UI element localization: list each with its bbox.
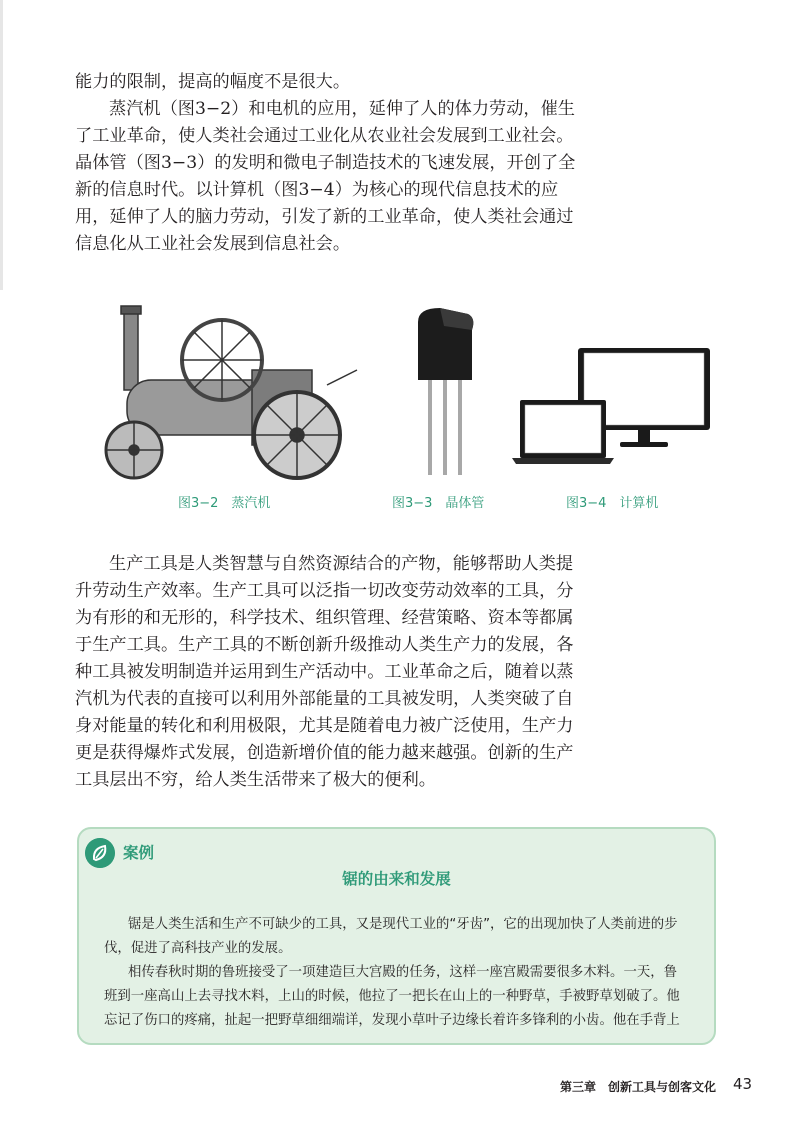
page-edge-mark (0, 0, 3, 290)
paragraph-line: 于生产工具。生产工具的不断创新升级推动人类生产力的发展，各 (75, 635, 574, 655)
figure-caption-steam-engine: 图3−2 蒸汽机 (178, 496, 271, 511)
paragraph-line: 能力的限制，提高的幅度不是很大。 (75, 72, 351, 92)
body-paragraph-1 (75, 69, 576, 258)
paragraph-line: 新的信息时代。以计算机（图3−4）为核心的现代信息技术的应 (75, 180, 559, 200)
paragraph-line: 用，延伸了人的脑力劳动，引发了新的工业革命，使人类社会通过 (75, 207, 574, 227)
case-label: 案例 (123, 844, 155, 862)
paragraph-line: 生产工具是人类智慧与自然资源结合的产物，能够帮助人类提 (109, 554, 574, 574)
case-title: 锯的由来和发展 (342, 870, 451, 888)
paragraph-line: 汽机为代表的直接可以利用外部能量的工具被发明，人类突破了自 (75, 689, 574, 709)
paragraph-line: 相传春秋时期的鲁班接受了一项建造巨大宫殿的任务，这样一座宫殿需要很多木料。一天，鲁 (128, 965, 678, 980)
paragraph-line: 种工具被发明制造并运用到生产活动中。工业革命之后，随着以蒸 (75, 662, 574, 682)
paragraph-line: 锯是人类生活和生产不可缺少的工具，又是现代工业的“牙齿”，它的出现加快了人类前进的步 (128, 917, 678, 932)
case-paragraph-2 (104, 961, 694, 1033)
footer-chapter-title: 第三章 创新工具与创客文化 (560, 1080, 717, 1094)
case-paragraph-1 (104, 913, 694, 961)
figure-caption-computer: 图3−4 计算机 (566, 496, 659, 511)
paragraph-line: 为有形的和无形的，科学技术、组织管理、经营策略、资本等都属 (75, 608, 574, 628)
paragraph-line: 更是获得爆炸式发展，创造新增价值的能力越来越强。创新的生产 (75, 743, 574, 763)
transistor-image (410, 300, 485, 482)
paragraph-line: 班到一座高山上去寻找木料，上山的时候，他拉了一把长在山上的一种野草，手被野草划破了。他 (104, 989, 680, 1004)
paragraph-line: 晶体管（图3−3）的发明和微电子制造技术的飞速发展，开创了全 (75, 153, 576, 173)
paragraph-line: 伐，促进了高科技产业的发展。 (104, 941, 292, 956)
computer-image (510, 320, 720, 480)
paragraph-line: 身对能量的转化和利用极限，尤其是随着电力被广泛使用，生产力 (75, 716, 574, 736)
paragraph-line: 信息化从工业社会发展到信息社会。 (75, 234, 351, 254)
case-leaf-icon (85, 838, 115, 868)
paragraph-line: 工具层出不穷，给人类生活带来了极大的便利。 (75, 770, 436, 790)
paragraph-line: 蒸汽机（图3−2）和电机的应用，延伸了人的体力劳动，催生 (109, 99, 575, 119)
paragraph-line: 忘记了伤口的疼痛，扯起一把野草细细端详，发现小草叶子边缘长着许多锋利的小齿。他在手背上 (104, 1013, 680, 1028)
page-number: 43 (733, 1075, 753, 1093)
figure-caption-transistor: 图3−3 晶体管 (392, 496, 485, 511)
paragraph-line: 升劳动生产效率。生产工具可以泛指一切改变劳动效率的工具，分 (75, 581, 574, 601)
body-paragraph-2 (75, 551, 574, 794)
paragraph-line: 了工业革命，使人类社会通过工业化从农业社会发展到工业社会。 (75, 126, 574, 146)
steam-engine-image (72, 300, 370, 482)
